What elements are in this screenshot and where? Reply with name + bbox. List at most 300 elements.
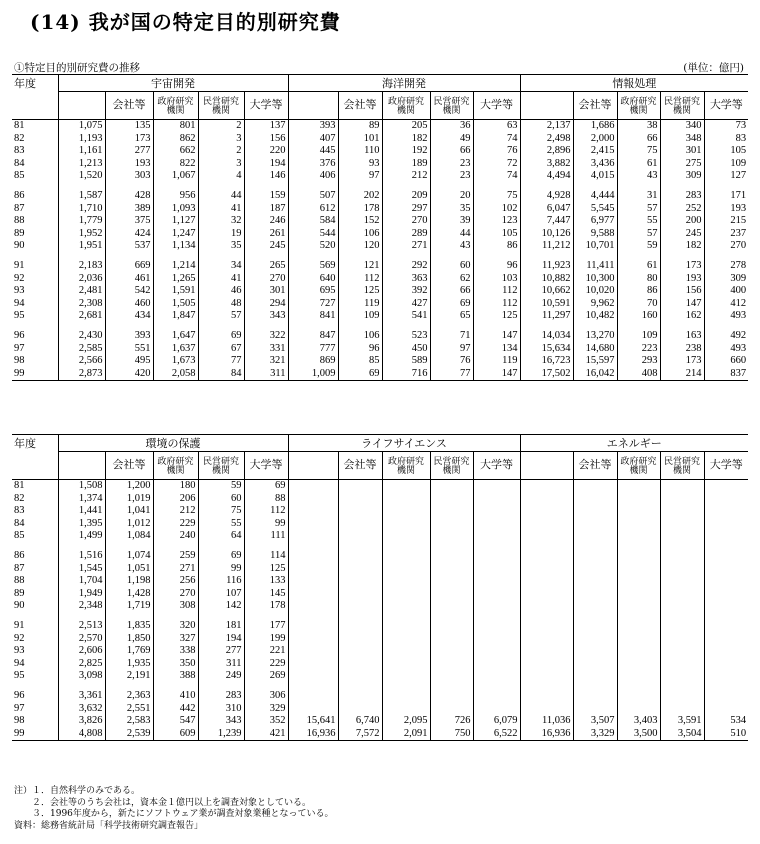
table-row xyxy=(12,330,748,343)
value-cell: 265 xyxy=(244,260,288,273)
value-cell: 73 xyxy=(704,120,748,133)
year-cell: 83 xyxy=(14,505,25,517)
value-cell: 277 xyxy=(198,645,244,658)
value-cell xyxy=(338,505,382,518)
value-cell: 1,591 xyxy=(153,285,198,298)
year-cell: 88 xyxy=(14,575,25,587)
page-title: (14) 我が国の特定目的別研究費 xyxy=(30,10,341,34)
value-cell xyxy=(382,690,430,703)
value-cell: 2,036 xyxy=(58,273,105,286)
value-cell: 106 xyxy=(338,228,382,241)
value-cell: 547 xyxy=(153,715,198,728)
value-cell: 61 xyxy=(617,158,660,171)
value-cell: 15,634 xyxy=(520,343,573,356)
value-cell: 35 xyxy=(430,203,473,216)
value-cell: 16,936 xyxy=(288,728,338,741)
value-cell: 640 xyxy=(288,273,338,286)
value-cell: 181 xyxy=(198,620,244,633)
value-cell: 1,647 xyxy=(153,330,198,343)
value-cell: 125 xyxy=(473,310,520,323)
value-cell: 2,825 xyxy=(58,658,105,671)
value-cell: 2,585 xyxy=(58,343,105,356)
value-cell: 822 xyxy=(153,158,198,171)
value-cell xyxy=(617,600,660,613)
value-cell: 134 xyxy=(473,343,520,356)
value-cell: 111 xyxy=(244,530,288,543)
value-cell: 1,012 xyxy=(105,518,153,531)
year-cell: 96 xyxy=(14,329,25,341)
table-row xyxy=(12,298,748,311)
value-cell: 389 xyxy=(105,203,153,216)
value-cell: 1,508 xyxy=(58,480,105,493)
sub-column-header: 会社等 xyxy=(338,92,382,120)
value-cell: 1,067 xyxy=(153,170,198,183)
value-cell: 200 xyxy=(660,215,704,228)
value-cell xyxy=(473,530,520,543)
value-cell: 3,403 xyxy=(617,715,660,728)
year-cell: 81 xyxy=(14,120,25,131)
value-cell: 44 xyxy=(198,190,244,203)
group-header: 情報処理 xyxy=(520,75,748,92)
value-cell: 65 xyxy=(430,310,473,323)
value-cell: 393 xyxy=(105,330,153,343)
value-cell: 62 xyxy=(430,273,473,286)
value-cell: 450 xyxy=(382,343,430,356)
footnotes xyxy=(14,786,334,832)
value-cell: 86 xyxy=(617,285,660,298)
value-cell xyxy=(382,575,430,588)
value-cell: 69 xyxy=(244,480,288,493)
year-cell: 85 xyxy=(14,530,25,542)
value-cell: 39 xyxy=(430,215,473,228)
value-cell: 393 xyxy=(288,120,338,133)
value-cell: 252 xyxy=(660,203,704,216)
value-cell: 14,034 xyxy=(520,330,573,343)
year-cell: 82 xyxy=(14,492,25,504)
value-cell: 343 xyxy=(198,715,244,728)
year-cell: 86 xyxy=(14,189,25,201)
value-cell xyxy=(573,600,617,613)
value-cell xyxy=(473,480,520,493)
value-cell: 259 xyxy=(153,550,198,563)
value-cell: 541 xyxy=(382,310,430,323)
year-cell: 87 xyxy=(14,202,25,214)
value-cell xyxy=(617,703,660,716)
sub-column-header: 民営研究 機関 xyxy=(198,452,244,480)
value-cell xyxy=(704,690,748,703)
value-cell: 60 xyxy=(430,260,473,273)
value-cell: 109 xyxy=(338,310,382,323)
value-cell: 67 xyxy=(198,343,244,356)
value-cell: 76 xyxy=(473,145,520,158)
value-cell: 59 xyxy=(198,480,244,493)
value-cell xyxy=(288,530,338,543)
value-cell: 9,962 xyxy=(573,298,617,311)
value-cell: 309 xyxy=(660,170,704,183)
value-cell xyxy=(573,575,617,588)
value-cell: 112 xyxy=(473,285,520,298)
value-cell: 246 xyxy=(244,215,288,228)
value-cell: 57 xyxy=(617,228,660,241)
value-cell xyxy=(382,633,430,646)
value-cell xyxy=(660,658,704,671)
value-cell xyxy=(520,620,573,633)
value-cell: 245 xyxy=(244,240,288,253)
value-cell: 137 xyxy=(244,120,288,133)
value-cell xyxy=(704,620,748,633)
value-cell xyxy=(430,633,473,646)
value-cell: 192 xyxy=(382,145,430,158)
value-cell: 245 xyxy=(660,228,704,241)
value-cell xyxy=(288,588,338,601)
value-cell: 55 xyxy=(198,518,244,531)
value-cell: 152 xyxy=(338,215,382,228)
value-cell xyxy=(338,575,382,588)
value-cell xyxy=(617,658,660,671)
value-cell xyxy=(520,703,573,716)
value-cell: 127 xyxy=(704,170,748,183)
value-cell: 2,183 xyxy=(58,260,105,273)
sub-column-header: 政府研究 機関 xyxy=(153,452,198,480)
value-cell xyxy=(573,505,617,518)
value-cell: 23 xyxy=(430,170,473,183)
value-cell: 125 xyxy=(338,285,382,298)
value-cell: 1,935 xyxy=(105,658,153,671)
value-cell: 1,075 xyxy=(58,120,105,133)
value-cell: 178 xyxy=(338,203,382,216)
value-cell: 5,545 xyxy=(573,203,617,216)
value-cell: 584 xyxy=(288,215,338,228)
value-cell xyxy=(430,620,473,633)
value-cell xyxy=(430,550,473,563)
value-cell: 363 xyxy=(382,273,430,286)
value-cell: 408 xyxy=(617,368,660,381)
value-cell: 1,193 xyxy=(58,133,105,146)
value-cell: 544 xyxy=(288,228,338,241)
value-cell: 23 xyxy=(430,158,473,171)
value-cell: 84 xyxy=(198,368,244,381)
value-cell xyxy=(617,633,660,646)
value-cell: 162 xyxy=(660,310,704,323)
value-cell: 1,520 xyxy=(58,170,105,183)
value-cell xyxy=(704,480,748,493)
value-cell xyxy=(573,550,617,563)
value-cell xyxy=(382,563,430,576)
value-cell: 1,719 xyxy=(105,600,153,613)
table-row xyxy=(12,158,748,171)
value-cell xyxy=(430,563,473,576)
value-cell: 43 xyxy=(617,170,660,183)
value-cell: 135 xyxy=(105,120,153,133)
value-cell xyxy=(288,703,338,716)
value-cell: 71 xyxy=(430,330,473,343)
value-cell: 182 xyxy=(660,240,704,253)
value-cell: 125 xyxy=(244,563,288,576)
table-row xyxy=(12,285,748,298)
value-cell: 301 xyxy=(244,285,288,298)
year-cell: 89 xyxy=(14,227,25,239)
value-cell xyxy=(704,588,748,601)
table-row xyxy=(12,633,748,646)
value-cell xyxy=(520,658,573,671)
value-cell xyxy=(430,600,473,613)
value-cell: 69 xyxy=(198,550,244,563)
year-cell: 90 xyxy=(14,600,25,612)
value-cell xyxy=(382,550,430,563)
value-cell: 2 xyxy=(198,120,244,133)
value-cell xyxy=(338,633,382,646)
value-cell: 10,020 xyxy=(573,285,617,298)
value-cell: 388 xyxy=(153,670,198,683)
value-cell: 2,896 xyxy=(520,145,573,158)
value-cell: 2,308 xyxy=(58,298,105,311)
value-cell: 46 xyxy=(198,285,244,298)
value-cell: 109 xyxy=(617,330,660,343)
value-cell: 271 xyxy=(153,563,198,576)
value-cell: 427 xyxy=(382,298,430,311)
sub-column-header: 大学等 xyxy=(473,452,520,480)
value-cell xyxy=(473,600,520,613)
value-cell: 301 xyxy=(660,145,704,158)
value-cell: 4,015 xyxy=(573,170,617,183)
value-cell xyxy=(520,550,573,563)
value-cell xyxy=(573,588,617,601)
value-cell xyxy=(660,670,704,683)
value-cell xyxy=(430,670,473,683)
value-cell: 352 xyxy=(244,715,288,728)
value-cell: 1,951 xyxy=(58,240,105,253)
value-cell xyxy=(473,563,520,576)
year-cell: 95 xyxy=(14,670,25,682)
value-cell: 123 xyxy=(473,215,520,228)
value-cell xyxy=(288,493,338,506)
value-cell: 350 xyxy=(153,658,198,671)
table-row xyxy=(12,133,748,146)
year-cell: 98 xyxy=(14,355,25,367)
value-cell: 1,637 xyxy=(153,343,198,356)
value-cell: 19 xyxy=(198,228,244,241)
value-cell: 1,084 xyxy=(105,530,153,543)
value-cell: 2,481 xyxy=(58,285,105,298)
table-row xyxy=(12,690,748,703)
value-cell xyxy=(430,658,473,671)
value-cell: 1,835 xyxy=(105,620,153,633)
value-cell xyxy=(520,480,573,493)
value-cell xyxy=(382,670,430,683)
value-cell: 10,882 xyxy=(520,273,573,286)
value-cell: 2,058 xyxy=(153,368,198,381)
value-cell: 209 xyxy=(382,190,430,203)
value-cell xyxy=(660,645,704,658)
value-cell: 156 xyxy=(660,285,704,298)
value-cell: 1,704 xyxy=(58,575,105,588)
value-cell: 869 xyxy=(288,355,338,368)
value-cell: 1,134 xyxy=(153,240,198,253)
sub-column-header: 民営研究 機関 xyxy=(198,92,244,120)
sub-column-header: 政府研究 機関 xyxy=(382,92,430,120)
sub-column-header: 民営研究 機関 xyxy=(430,452,473,480)
value-cell: 2 xyxy=(198,145,244,158)
value-cell: 112 xyxy=(244,505,288,518)
value-cell: 2,363 xyxy=(105,690,153,703)
value-cell: 145 xyxy=(244,588,288,601)
year-cell: 86 xyxy=(14,549,25,561)
total-column-header xyxy=(58,452,105,480)
value-cell: 428 xyxy=(105,190,153,203)
value-cell xyxy=(338,658,382,671)
value-cell xyxy=(288,575,338,588)
value-cell: 271 xyxy=(382,240,430,253)
value-cell: 322 xyxy=(244,330,288,343)
value-cell xyxy=(473,550,520,563)
sub-column-header: 政府研究 機関 xyxy=(617,92,660,120)
year-cell: 94 xyxy=(14,657,25,669)
value-cell xyxy=(473,518,520,531)
value-cell: 17,502 xyxy=(520,368,573,381)
value-cell: 297 xyxy=(382,203,430,216)
table-row xyxy=(12,310,748,323)
value-cell xyxy=(573,645,617,658)
value-cell: 178 xyxy=(244,600,288,613)
value-cell: 3,882 xyxy=(520,158,573,171)
value-cell: 38 xyxy=(617,120,660,133)
value-cell xyxy=(660,703,704,716)
value-cell: 199 xyxy=(244,633,288,646)
value-cell: 327 xyxy=(153,633,198,646)
group-header: 海洋開発 xyxy=(288,75,520,92)
value-cell xyxy=(704,563,748,576)
value-cell: 410 xyxy=(153,690,198,703)
value-cell: 96 xyxy=(338,343,382,356)
sub-column-header: 民営研究 機関 xyxy=(660,92,704,120)
value-cell xyxy=(704,600,748,613)
value-cell: 523 xyxy=(382,330,430,343)
table-row xyxy=(12,215,748,228)
value-cell: 103 xyxy=(473,273,520,286)
group-header: 環境の保護 xyxy=(58,435,288,452)
value-cell xyxy=(288,480,338,493)
value-cell: 61 xyxy=(617,260,660,273)
value-cell: 173 xyxy=(105,133,153,146)
value-cell: 1,587 xyxy=(58,190,105,203)
value-cell: 20 xyxy=(430,190,473,203)
value-cell xyxy=(660,518,704,531)
value-cell: 1,041 xyxy=(105,505,153,518)
value-cell: 507 xyxy=(288,190,338,203)
value-cell: 306 xyxy=(244,690,288,703)
table-row xyxy=(12,203,748,216)
value-cell: 159 xyxy=(244,190,288,203)
value-cell xyxy=(573,563,617,576)
value-cell: 99 xyxy=(198,563,244,576)
value-cell: 229 xyxy=(244,658,288,671)
value-cell: 177 xyxy=(244,620,288,633)
value-cell: 3,826 xyxy=(58,715,105,728)
value-cell: 16,723 xyxy=(520,355,573,368)
value-cell: 142 xyxy=(198,600,244,613)
value-cell: 340 xyxy=(660,120,704,133)
value-cell xyxy=(617,588,660,601)
year-cell: 93 xyxy=(14,285,25,297)
value-cell: 343 xyxy=(244,310,288,323)
value-cell: 220 xyxy=(244,145,288,158)
value-cell: 662 xyxy=(153,145,198,158)
value-cell xyxy=(617,550,660,563)
value-cell xyxy=(704,658,748,671)
value-cell: 551 xyxy=(105,343,153,356)
value-cell: 277 xyxy=(105,145,153,158)
value-cell: 589 xyxy=(382,355,430,368)
value-cell xyxy=(338,530,382,543)
value-cell xyxy=(473,505,520,518)
value-cell: 205 xyxy=(382,120,430,133)
value-cell: 80 xyxy=(617,273,660,286)
value-cell: 4 xyxy=(198,170,244,183)
value-cell xyxy=(473,645,520,658)
value-cell xyxy=(382,518,430,531)
value-cell: 1,161 xyxy=(58,145,105,158)
value-cell: 55 xyxy=(617,215,660,228)
value-cell xyxy=(338,563,382,576)
value-cell: 63 xyxy=(473,120,520,133)
value-cell xyxy=(338,588,382,601)
value-cell xyxy=(473,493,520,506)
value-cell xyxy=(338,493,382,506)
value-cell: 85 xyxy=(338,355,382,368)
value-cell: 2,348 xyxy=(58,600,105,613)
table-row xyxy=(12,170,748,183)
sub-column-header: 会社等 xyxy=(105,92,153,120)
value-cell: 189 xyxy=(382,158,430,171)
sub-column-header: 大学等 xyxy=(244,452,288,480)
total-column-header xyxy=(58,92,105,120)
value-cell: 261 xyxy=(244,228,288,241)
value-cell: 1,686 xyxy=(573,120,617,133)
table-row xyxy=(12,588,748,601)
value-cell xyxy=(660,530,704,543)
value-cell: 193 xyxy=(704,203,748,216)
value-cell: 1,009 xyxy=(288,368,338,381)
value-cell: 303 xyxy=(105,170,153,183)
value-cell: 69 xyxy=(430,298,473,311)
value-cell: 2,539 xyxy=(105,728,153,741)
value-cell xyxy=(288,690,338,703)
value-cell: 66 xyxy=(430,145,473,158)
value-cell xyxy=(660,588,704,601)
value-cell xyxy=(660,493,704,506)
table-row xyxy=(12,645,748,658)
value-cell: 10,591 xyxy=(520,298,573,311)
value-cell xyxy=(520,690,573,703)
value-cell xyxy=(520,493,573,506)
value-cell xyxy=(704,645,748,658)
value-cell xyxy=(288,550,338,563)
value-cell: 89 xyxy=(338,120,382,133)
value-cell: 292 xyxy=(382,260,430,273)
sub-column-header: 大学等 xyxy=(473,92,520,120)
table-row xyxy=(12,343,748,356)
value-cell: 102 xyxy=(473,203,520,216)
value-cell: 112 xyxy=(338,273,382,286)
value-cell xyxy=(382,658,430,671)
value-cell: 1,441 xyxy=(58,505,105,518)
value-cell: 2,606 xyxy=(58,645,105,658)
value-cell: 74 xyxy=(473,133,520,146)
value-cell: 338 xyxy=(153,645,198,658)
value-cell: 105 xyxy=(704,145,748,158)
value-cell xyxy=(704,518,748,531)
value-cell: 1,949 xyxy=(58,588,105,601)
